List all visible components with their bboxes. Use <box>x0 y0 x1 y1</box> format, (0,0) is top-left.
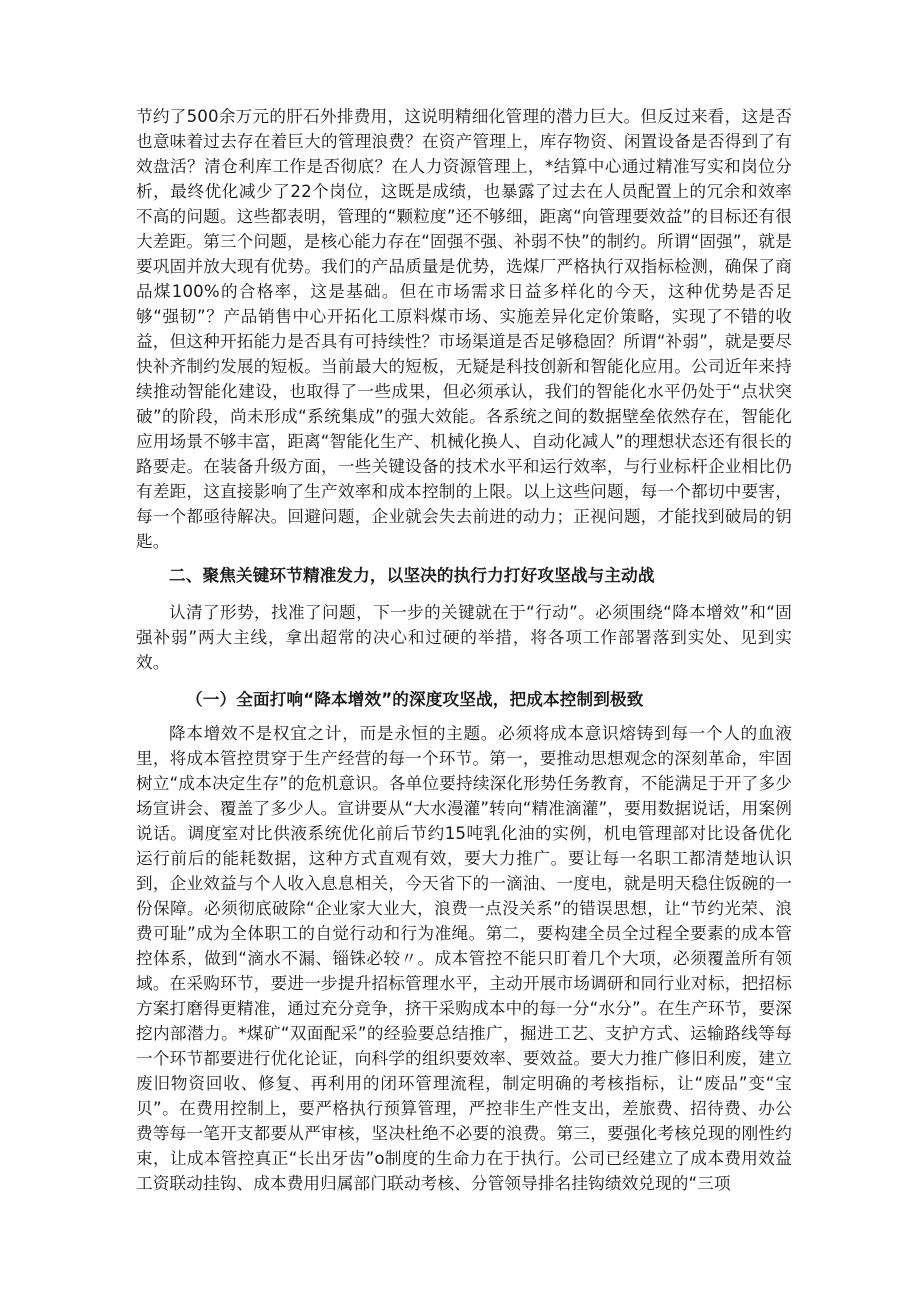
body-paragraph: 节约了500余万元的肝石外排费用，这说明精细化管理的潜力巨大。但反过来看，这是否也意味着过去存在着巨大的管理浪费？在资产管理上，库存物资、闲置设备是否得到了有效盘活？清仓利库工作是否彻底？在人力资源管理上，*结算中心通过精准写实和岗位分析，最终优化减少了22个岗位，这既是成绩，也暴露了过去在人员配置上的冗余和效率不高的问题。这些都表明，管理的“颗粒度”还不够细，距离“向管理要效益”的目标还有很大差距。第三个问题，是核心能力存在“固强不强、补弱不快”的制约。所谓“固强”，就是要巩固并放大现有优势。我们的产品质量是优势，选煤厂严格执行双指标检测，确保了商品煤100%的合格率，这是基础。但在市场需求日益多样化的今天，这种优势是否足够“强韧”？产品销售中心开拓化工原料煤市场、实施差异化定价策略，实现了不错的收益，但这种开拓能力是否具有可持续性？市场渠道是否足够稳固？所谓“补弱”，就是要尽快补齐制约发展的短板。当前最大的短板，无疑是科技创新和智能化应用。公司近年来持续推动智能化建设，也取得了一些成果，但必须承认，我们的智能化水平仍处于“点状突破”的阶段，尚未形成“系统集成”的强大效能。各系统之间的数据壁垒依然存在，智能化应用场景不够丰富，距离“智能化生产、机械化换人、自动化减人”的理想状态还有很长的路要走。在装备升级方面，一些关键设备的技术水平和运行效率，与行业标杆企业相比仍有差距，这直接影响了生产效率和成本控制的上限。以上这些问题，每一个都切中要害，每一个都亟待解决。回避问题，企业就会失去前进的动力；正视问题，才能找到破局的钥匙。 <box>136 107 792 551</box>
section-heading: 二、聚焦关键环节精准发力，以坚决的执行力打好攻坚战与主动战 <box>169 566 655 585</box>
body-paragraph: 降本增效不是权宜之计，而是永恒的主题。必须将成本意识熔铸到每一个人的血液里，将成本管控贯穿于生产经营的每一个环节。第一，要推动思想观念的深刻革命，牢固树立“成本决定生存”的危机意识。各单位要持续深化形势任务教育，不能满足于开了多少场宣讲会、覆盖了多少人。宣讲要从“大水漫灌”转向“精准滴灌”，要用数据说话，用案例说话。调度室对比供液系统优化前后节约15吨乳化油的实例，机电管理部对比设备优化运行前后的能耗数据，这种方式直观有效，要大力推广。要让每一名职工都清楚地认识到，企业效益与个人收入息息相关，今天省下的一滴油、一度电，就是明天稳住饭碗的一份保障。必须彻底破除“企业家大业大，浪费一点没关系”的错误思想，让“节约光荣、浪费可耻”成为全体职工的自觉行动和行为准绳。第二，要构建全员全过程全要素的成本管控体系，做到“滴水不漏、锱铢必较〃。成本管控不能只盯着几个大项，必须覆盖所有领域。在采购环节，要进一步提升招标管理水平，主动开展市场调研和同行业对标，把招标方案打磨得更精准，通过充分竞争，挤干采购成本中的每一分“水分”。在生产环节，要深挖内部潜力。*煤矿“双面配采”的经验要总结推广，掘进工艺、支护方式、运输路线等每一个环节都要进行优化论证，向科学的组织要效率、要效益。要大力推广修旧利废，建立废旧物资回收、修复、再利用的闭环管理流程，制定明确的考核指标，让“废品”变“宝贝”。在费用控制上，要严格执行预算管理，严控非生产性支出，差旅费、招待费、办公费等每一笔开支都要从严审核，坚决杜绝不必要的浪费。第三，要强化考核兑现的刚性约束，让成本管控真正“长出牙齿”o制度的生命力在于执行。公司已经建立了成本费用效益工资联动挂钩、成本费用归属部门联动考核、分管领导排名挂钩绩效兑现的“三项 <box>136 724 792 1193</box>
subsection-heading: （一）全面打响“降本增效”的深度攻坚战，把成本控制到极致 <box>186 690 644 709</box>
document-page <box>136 104 792 1196</box>
body-paragraph: 认清了形势，找准了问题，下一步的关键就在于“行动”。必须围绕“降本增效”和“固强补弱”两大主线，拿出超常的决心和过硬的举措，将各项工作部署落到实处、见到实效。 <box>136 603 792 672</box>
